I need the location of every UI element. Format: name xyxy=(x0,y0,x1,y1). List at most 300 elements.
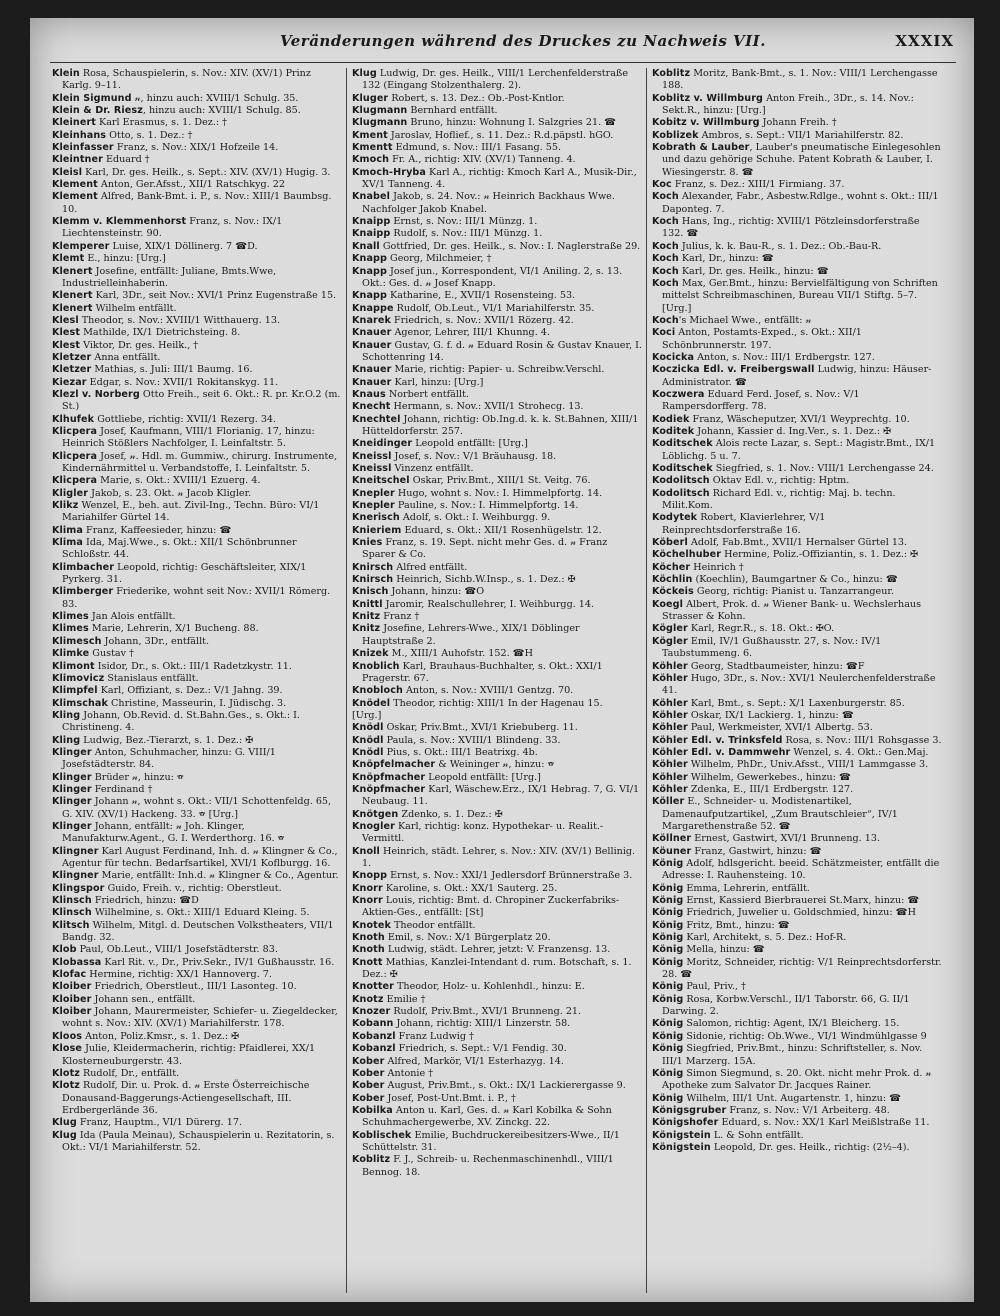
directory-entry xyxy=(352,710,642,722)
directory-entry xyxy=(52,920,342,945)
entry-name: Köckeis xyxy=(652,586,694,598)
directory-entry xyxy=(52,451,342,476)
directory-entry xyxy=(352,130,642,142)
directory-entry xyxy=(352,364,642,376)
entry-text: Wenzel, E., beh. aut. Zivil-Ing., Techn. Büro: VI/1 Mariahilfer Gürtel 14. xyxy=(62,500,320,524)
entry-text: Stanislaus entfällt. xyxy=(104,672,199,684)
entry-name: Köhler xyxy=(652,660,688,672)
entry-name: Klement xyxy=(52,191,98,203)
directory-entry xyxy=(52,784,342,796)
directory-entry xyxy=(652,1130,942,1142)
entry-name: König xyxy=(652,1043,684,1055)
entry-name: Klimschak xyxy=(52,697,108,709)
entry-text: Louis, richtig: Bmt. d. Chropiner Zuckerfabriks-Aktien-Ges., entfällt: [St] xyxy=(362,895,620,919)
directory-entry xyxy=(52,586,342,611)
entry-text: Emil, IV/1 Gußhausstr. 27, s. Nov.: IV/1 Taubstummeng. 6. xyxy=(662,635,882,660)
entry-name: Kloiber xyxy=(52,1006,92,1018)
directory-entry xyxy=(352,327,642,339)
directory-entry xyxy=(352,1093,642,1105)
entry-name: König xyxy=(652,1092,684,1104)
entry-text: Robert, s. 13. Dez.: Ob.-Post-Kntlor. xyxy=(388,92,565,104)
entry-name: Knopp xyxy=(352,870,388,882)
entry-name: Kober xyxy=(352,1080,385,1092)
entry-name: Knapp xyxy=(352,290,387,302)
entry-name: Köhler xyxy=(652,697,688,709)
entry-name: Koc xyxy=(652,179,672,191)
entry-name: Kneissl xyxy=(352,450,392,462)
entry-name: Kobilka xyxy=(352,1104,393,1116)
entry-text: Wilhelm, Gewerkebes., hinzu: ☎ xyxy=(687,771,851,783)
entry-text: Jaroslav, Hoflief., s. 11. Dez.: R.d.päpstl. hGO. xyxy=(387,129,614,141)
entry-name: Klimbacher xyxy=(52,561,115,573)
directory-entry xyxy=(352,821,642,846)
entry-text: Johann, richtig: Ob.Ing.d. k. k. St.Bahnen, XIII/1 Hütteldorferstr. 257. xyxy=(362,413,639,437)
directory-entry xyxy=(652,920,942,932)
entry-text: Georg, Stadtbaumeister, hinzu: ☎F xyxy=(687,660,865,672)
entry-text: Anna entfällt. xyxy=(91,351,161,363)
directory-entry xyxy=(352,1006,642,1018)
entry-text: Theodor entfällt. xyxy=(390,919,476,931)
entry-name: Klug xyxy=(52,1129,77,1141)
directory-entry xyxy=(52,253,342,265)
directory-entry xyxy=(352,698,642,710)
entry-name: Koch xyxy=(652,216,679,228)
directory-entry xyxy=(352,1043,642,1055)
entry-name: Klemperer xyxy=(52,240,110,252)
entry-text: Johann, Maurermeister, Schiefer- u. Ziegeldecker, wohnt s. Nov.: XIV. (XV/1) Mariahilferstr. 178. xyxy=(62,1006,338,1030)
entry-name: Kleinhans xyxy=(52,129,107,141)
entry-name: Klingspor xyxy=(52,882,105,894)
directory-entry xyxy=(652,93,942,118)
entry-text: Franz, Gastwirt, hinzu: ☎ xyxy=(691,845,822,857)
directory-entry xyxy=(652,1117,942,1129)
entry-name: Knott xyxy=(352,956,383,968)
directory-entry xyxy=(52,685,342,697)
entry-text: Luise, XIX/1 Döllinerg. 7 ☎D. xyxy=(109,240,258,252)
entry-text: Norbert entfällt. xyxy=(385,388,469,400)
entry-text: Emilie † xyxy=(383,993,426,1005)
entry-name: Kobitz v. Willmburg xyxy=(652,117,760,129)
directory-entry xyxy=(352,500,642,512)
entry-name: Köcher xyxy=(652,561,691,573)
entry-text: Rosa, Schauspielerin, s. Nov.: XIV. (XV/1) Prinz Karlg. 9–11. xyxy=(62,68,311,92)
entry-text: Anton, s. Nov.: III/1 Erdbergstr. 127. xyxy=(694,351,875,363)
entry-text: Ernest, Gastwirt, XVI/1 Brunneng. 13. xyxy=(691,833,881,845)
entry-name: Köhler xyxy=(652,783,688,795)
directory-entry xyxy=(652,68,942,93)
entry-name: Kment xyxy=(352,129,388,141)
entry-name: Kiezar xyxy=(52,376,87,388)
entry-text: Georg, richtig: Pianist u. Tanzarrangeur. xyxy=(693,586,894,598)
entry-name: König xyxy=(652,956,684,968)
entry-text: Jan Alois entfällt. xyxy=(88,611,176,623)
entry-text: Josef, s. Nov.: V/1 Bräuhausg. 18. xyxy=(391,450,557,462)
directory-entry xyxy=(352,93,642,105)
directory-entry xyxy=(352,611,642,623)
entry-name: Kling xyxy=(52,709,81,721)
entry-name: Koditek xyxy=(652,425,695,437)
entry-text: Brüder 𝓃, hinzu: ☎ xyxy=(91,771,184,783)
directory-entry xyxy=(352,661,642,686)
entry-name: Königsgruber xyxy=(652,1104,727,1116)
entry-text: Wilhelm, III/1 Unt. Augartenstr. 1, hinzu: ☎ xyxy=(683,1092,902,1104)
entry-text: Anton, Poliz.Kmsr., s. 1. Dez.: ✠ xyxy=(82,1030,240,1042)
entry-name: König xyxy=(652,919,684,931)
entry-text: Leopold, richtig: Geschäftsleiter, XIX/1 Pyrkerg. 31. xyxy=(62,561,307,586)
entry-name: Klugmann xyxy=(352,105,408,117)
directory-entry xyxy=(52,488,342,500)
entry-name: König xyxy=(652,932,684,944)
entry-name: Koegl xyxy=(652,598,684,610)
directory-entry xyxy=(52,870,342,882)
entry-text: Emil, s. Nov.: X/1 Bürgerplatz 20. xyxy=(384,932,551,944)
entry-name: König xyxy=(652,1018,684,1030)
entry-text: Rudolf, Dir. u. Prok. d. 𝓃 Erste Österreichische Donausand-Baggerungs-Actiengesellschaft, III. Erdbergerlände 36. xyxy=(62,1080,310,1116)
entry-name: Koblitz xyxy=(352,1154,391,1166)
directory-entry xyxy=(352,809,642,821)
entry-name: Knöpfmacher xyxy=(352,783,426,795)
directory-entry xyxy=(52,648,342,660)
directory-entry xyxy=(652,438,942,463)
entry-text: Anton, s. Nov.: XVIII/1 Gentzg. 70. xyxy=(402,685,574,697)
entry-name: Köchlin xyxy=(652,574,693,586)
entry-text: Jakob, s. 23. Okt. 𝓃 Jacob Kligler. xyxy=(88,487,252,499)
directory-entry xyxy=(652,549,942,561)
entry-name: Knapp xyxy=(352,253,387,265)
entry-name: Knöpfmacher xyxy=(352,771,426,783)
entry-name: Klinger xyxy=(52,771,92,783)
entry-text: Theodor, s. Nov.: XVIII/1 Witthauerg. 13. xyxy=(78,314,280,326)
entry-name: Köhler xyxy=(652,672,688,684)
entry-text: Franz Ludwig † xyxy=(395,1030,474,1042)
directory-entry xyxy=(352,537,642,562)
entry-text: Fritz, Bmt., hinzu: ☎ xyxy=(683,919,790,931)
entry-text: Johann sen., entfällt. xyxy=(91,993,196,1005)
directory-entry xyxy=(652,932,942,944)
entry-text: , hinzu auch: XVIII/1 Schulg. 85. xyxy=(142,105,301,117)
directory-entry xyxy=(352,303,642,315)
directory-entry xyxy=(652,574,942,586)
directory-entry xyxy=(652,846,942,858)
entry-text: Fr. A., richtig: XIV. (XV/1) Tanneng. 4. xyxy=(389,154,576,166)
entry-name: Knarek xyxy=(352,314,391,326)
entry-name: Knozer xyxy=(352,1006,391,1018)
entry-text: Ernst, s. Nov.: XXI/1 Jedlersdorf Brünnerstraße 3. xyxy=(387,870,633,882)
entry-text: Isidor, Dr., s. Okt.: III/1 Radetzkystr. 11. xyxy=(94,660,292,672)
directory-entry xyxy=(652,883,942,895)
directory-entry xyxy=(352,944,642,956)
entry-text: Marie, s. Okt.: XVIII/1 Ezuerg. 4. xyxy=(97,475,261,487)
directory-entry xyxy=(352,315,642,327)
directory-entry xyxy=(652,364,942,389)
entry-name: Knechtel xyxy=(352,413,401,425)
entry-name: Kleinert xyxy=(52,117,96,129)
directory-entry xyxy=(52,796,342,821)
directory-entry xyxy=(52,623,342,635)
directory-entry xyxy=(52,303,342,315)
entry-name: Knaipp xyxy=(352,228,391,240)
entry-text: F. J., Schreib- u. Rechenmaschinenhdl., VIII/1 Bennog. 18. xyxy=(362,1154,614,1178)
page-title: Veränderungen während des Druckes zu Nachweis VII. xyxy=(280,32,766,50)
directory-entry xyxy=(52,821,342,846)
entry-text: Theodor, Holz- u. Kohlenhdl., hinzu: E. xyxy=(393,981,585,993)
entry-text: Moritz, Bank-Bmt., s. 1. Nov.: VIII/1 Lerchengasse 188. xyxy=(662,68,938,92)
directory-entry xyxy=(352,512,642,524)
entry-text: Simon Siegmund, s. 20. Okt. nicht mehr Prok. d. 𝓃 Apotheke zum Salvator Dr. Jacques Rainer. xyxy=(662,1067,932,1092)
directory-entry xyxy=(652,414,942,426)
entry-text: Ernst, s. Nov.: III/1 Münzg. 1. xyxy=(390,216,538,228)
entry-name: König xyxy=(652,981,684,993)
entry-text: Friedrich, s. Nov.: XVII/1 Rözerg. 42. xyxy=(390,314,574,326)
directory-entry xyxy=(652,266,942,278)
entry-name: Klima xyxy=(52,524,83,536)
entry-text: Julius, k. k. Bau-R., s. 1. Dez.: Ob.-Bau-R. xyxy=(678,240,882,252)
entry-name: König xyxy=(652,895,684,907)
entry-text: Otto Freih., seit 6. Okt.: R. pr. Kr.O.2 (m. St.) xyxy=(62,388,341,413)
directory-entry xyxy=(352,981,642,993)
entry-text: Marie, richtig: Papier- u. Schreibw.Verschl. xyxy=(391,364,605,376)
directory-entry xyxy=(652,278,942,315)
entry-name: Klicpera xyxy=(52,425,98,437)
entry-name: König xyxy=(652,944,684,956)
directory-entry xyxy=(352,389,642,401)
directory-entry xyxy=(52,105,342,117)
entry-text: Max, Ger.Bmt., hinzu: Bervielfältigung von Schriften mittelst Schreibmaschinen, Bureau VII/1 Stiftg. 5–7. [Urg.] xyxy=(662,277,938,314)
directory-entry xyxy=(652,475,942,487)
entry-text: Ida (Paula Meinau), Schauspielerin u. Rezitatorin, s. Okt.: VI/1 Mariahilferstr. 52. xyxy=(62,1129,335,1153)
directory-entry xyxy=(652,698,942,710)
entry-name: Königstein xyxy=(652,1141,711,1153)
entry-name: Klitsch xyxy=(52,919,90,931)
entry-text: Leopold entfällt: [Urg.] xyxy=(412,438,528,450)
entry-text: Siegfried, Priv.Bmt., hinzu: Schriftsteller, s. Nov. III/1 Marzerg. 15A. xyxy=(662,1043,923,1067)
directory-entry xyxy=(52,327,342,339)
entry-name: Kleisl xyxy=(52,166,83,178)
directory-entry xyxy=(352,846,642,871)
entry-name: Klotz xyxy=(52,1080,80,1092)
entry-name: Knitz xyxy=(352,623,381,635)
entry-name: Knapp xyxy=(352,265,387,277)
entry-name: Klesl xyxy=(52,314,79,326)
column-divider xyxy=(346,68,347,1293)
directory-entry xyxy=(52,944,342,956)
entry-text: Ludwig, Bez.-Tierarzt, s. 1. Dez.: ✠ xyxy=(80,734,254,746)
entry-text: Franz, Wäscheputzer, XVI/1 Weyprechtg. 10. xyxy=(689,413,910,425)
entry-name: Knerisch xyxy=(352,512,400,524)
entry-text: Antonie † xyxy=(384,1067,434,1079)
entry-text: Rudolf, Priv.Bmt., XVI/1 Brunneng. 21. xyxy=(390,1006,582,1018)
entry-name: Köhler xyxy=(652,771,688,783)
entry-text: Ernst, Kassierd Bierbrauerei St.Marx, hinzu: ☎ xyxy=(683,895,920,907)
entry-text: Ludwig, Dr. ges. Heilk., VIII/1 Lerchenfelderstraße 132 (Eingang Stolzenthalerg. 2). xyxy=(362,68,628,92)
entry-text: Karl August Ferdinand, Inh. d. 𝓃 Klingner & Co., Agentur für techn. Bedarfsartikel, XVI/1 Koflburgg. 16. xyxy=(62,845,338,869)
directory-entry xyxy=(652,352,942,364)
entry-text: Vinzenz entfällt. xyxy=(391,463,474,474)
directory-entry xyxy=(52,167,342,179)
entry-name: Köchelhuber xyxy=(652,549,722,561)
directory-entry xyxy=(52,969,342,981)
entry-name: Klobassa xyxy=(52,956,102,968)
directory-entry xyxy=(52,611,342,623)
entry-name: Knizek xyxy=(352,648,389,660)
directory-entry xyxy=(352,154,642,166)
directory-entry xyxy=(352,105,642,117)
entry-name: Köllner xyxy=(652,833,692,845)
directory-entry xyxy=(352,525,642,537)
entry-name: Klinger xyxy=(52,820,92,832)
directory-entry xyxy=(352,747,642,759)
directory-entry xyxy=(652,130,942,142)
directory-entry xyxy=(352,932,642,944)
entry-text: Heinrich, städt. Lehrer, s. Nov.: XIV. (XV/1) Bellinig. 1. xyxy=(362,845,636,869)
directory-entry xyxy=(652,858,942,883)
directory-entry xyxy=(352,191,642,216)
directory-entry xyxy=(52,537,342,562)
entry-name: Kögler xyxy=(652,635,688,647)
directory-entry xyxy=(52,661,342,673)
entry-text: Josef, 𝓃. Hdl. m. Gummiw., chirurg. Instrumente, Kindernährmittel u. Verbandstoffe, I. Leinfaltstr. 5. xyxy=(62,450,338,474)
entry-text: Otto, s. 1. Dez.: † xyxy=(106,129,193,141)
directory-entry xyxy=(652,179,942,191)
directory-entry xyxy=(352,1154,642,1179)
entry-text: Guido, Freih. v., richtig: Oberstleut. xyxy=(104,882,282,894)
page-header xyxy=(30,32,974,62)
directory-entry xyxy=(652,957,942,982)
entry-name: Kmentt xyxy=(352,142,393,154)
entry-text: Karl, hinzu: [Urg.] xyxy=(391,376,484,388)
directory-entry xyxy=(652,488,942,513)
entry-text: Ludwig, städt. Lehrer, jetzt: V. Franzensg. 13. xyxy=(384,944,611,956)
entry-text: Franz, Hauptm., VI/1 Dürerg. 17. xyxy=(76,1117,243,1129)
entry-text: Julie, Kleidermacherin, richtig: Pfaidlerei, XX/1 Klosterneuburgerstr. 43. xyxy=(62,1043,316,1067)
entry-name: Koblischek xyxy=(352,1129,412,1141)
directory-entry xyxy=(52,772,342,784)
entry-name: Köhler Edl. v. Dammwehr xyxy=(652,746,791,758)
directory-entry xyxy=(352,142,642,154)
entry-text: , Lauber's pneumatische Einlegesohlen und dazu gehörige Schuhe. Patent Kobrath & Lauber, I. Wiesingerstr. 8. ☎ xyxy=(662,142,941,178)
entry-text: Karl Erasmus, s. 1. Dez.: † xyxy=(95,117,227,129)
directory-entry xyxy=(52,846,342,871)
entry-name: Koditschek xyxy=(652,463,713,474)
entry-text: Leopold, Dr. ges. Heilk., richtig: (2½–4). xyxy=(710,1141,910,1153)
entry-name: Knödl xyxy=(352,746,384,758)
entry-name: Klinsch xyxy=(52,907,92,919)
directory-entry xyxy=(352,1056,642,1068)
directory-entry xyxy=(52,377,342,389)
entry-text: Johann, 3Dr., entfällt. xyxy=(101,635,210,647)
entry-name: Koch xyxy=(652,314,679,326)
entry-name: Koditschek xyxy=(652,438,713,450)
entry-text: Johann, richtig: XIII/1 Linzerstr. 58. xyxy=(393,1018,571,1030)
entry-text: Eduard Ferd. Josef, s. Nov.: V/1 Rampersdorfferg. 78. xyxy=(662,388,860,413)
entry-text: Siegfried, s. 1. Nov.: VIII/1 Lerchengasse 24. xyxy=(712,463,934,474)
directory-entry xyxy=(652,1142,942,1154)
entry-text: Hermann, s. Nov.: XVII/1 Strohecg. 13. xyxy=(390,401,584,413)
entry-text: & Weininger 𝓃, hinzu: ☎ xyxy=(435,759,555,771)
entry-text: Emma, Lehrerin, entfällt. xyxy=(683,882,810,894)
directory-entry xyxy=(52,130,342,142)
entry-text: Friedrich, Juwelier u. Goldschmied, hinzu: ☎H xyxy=(683,907,916,919)
entry-name: Kodytek xyxy=(652,512,698,524)
entry-name: Klimke xyxy=(52,648,90,660)
entry-name: Kobann xyxy=(352,1018,394,1030)
entry-name: Kloos xyxy=(52,1030,83,1042)
entry-name: Klinsch xyxy=(52,895,92,907)
entry-text: Eduard, s. Nov.: XX/1 Karl Meißlstraße 11. xyxy=(718,1117,930,1129)
directory-entry xyxy=(352,475,642,487)
entry-text: Alfred entfällt. xyxy=(393,561,468,573)
entry-text: Karl, Offiziant, s. Dez.: V/1 Jahng. 39. xyxy=(97,685,283,697)
entry-name: Knappe xyxy=(352,302,394,314)
entry-text: Bernhard entfällt. xyxy=(407,105,498,117)
entry-text: Jaromir, Realschullehrer, I. Weihburgg. 14. xyxy=(382,598,595,610)
entry-text: August, Priv.Bmt., s. Okt.: IX/1 Lackierergasse 9. xyxy=(384,1080,626,1092)
directory-entry xyxy=(352,1130,642,1155)
entry-text: Franz, Kaffeesieder, hinzu: ☎ xyxy=(82,524,232,536)
entry-text: Moritz, Schneider, richtig: V/1 Reinprechtsdorferstr. 28. ☎ xyxy=(662,956,942,981)
entry-text: Georg, Milchmeier, † xyxy=(386,253,492,265)
header-rule xyxy=(50,62,956,63)
entry-text: Rudolf, Dr., entfällt. xyxy=(79,1067,180,1079)
column-right xyxy=(652,68,942,1288)
entry-text: Pius, s. Okt.: III/1 Beatrixg. 4b. xyxy=(383,746,538,758)
directory-entry xyxy=(652,463,942,475)
entry-name: Knauer xyxy=(352,364,392,376)
entry-name: Klenert xyxy=(52,290,93,302)
entry-name: Klugmann xyxy=(352,117,408,129)
entry-name: Koczicka Edl. v. Freibergswall xyxy=(652,364,815,376)
directory-entry xyxy=(352,216,642,228)
entry-name: Kober xyxy=(352,1092,385,1104)
entry-name: Knogler xyxy=(352,820,395,832)
directory-entry xyxy=(52,1130,342,1155)
entry-name: Klein xyxy=(52,68,80,79)
entry-name: König xyxy=(652,1030,684,1042)
entry-name: Kmoch-Hryba xyxy=(352,166,426,178)
entry-text: [Urg.] xyxy=(352,709,382,721)
directory-entry xyxy=(352,957,642,982)
directory-entry xyxy=(352,735,642,747)
entry-name: Kletzer xyxy=(52,351,92,363)
directory-entry xyxy=(52,142,342,154)
entry-text: Franz, s. Nov.: XIX/1 Hofzeile 14. xyxy=(113,142,279,154)
entry-name: Knotz xyxy=(352,993,384,1005)
directory-entry xyxy=(52,525,342,537)
entry-name: Knittl xyxy=(352,598,383,610)
entry-text: Edmund, s. Nov.: III/1 Fasang. 55. xyxy=(392,142,562,154)
entry-text: Karoline, s. Okt.: XX/1 Sauterg. 25. xyxy=(382,882,558,894)
entry-name: König xyxy=(652,858,684,869)
entry-name: Knödel xyxy=(352,697,391,709)
directory-entry xyxy=(52,698,342,710)
entry-text: E., Schneider- u. Modistenartikel, Damenaufputzartikel, „Zum Brautschleier“, IV/1 Margarethenstraße 52. ☎ xyxy=(662,796,898,832)
entry-name: Köhler xyxy=(652,759,688,771)
directory-entry xyxy=(652,537,942,549)
entry-text: Albert, Prok. d. 𝓃 Wiener Bank- u. Wechslerhaus Strasser & Kohn. xyxy=(662,598,922,623)
directory-entry xyxy=(652,586,942,598)
directory-entry xyxy=(352,167,642,192)
entry-text: Ambros, s. Sept.: VII/1 Mariahilferstr. 82. xyxy=(698,129,904,141)
entry-name: Kneissl xyxy=(352,463,392,474)
entry-name: Köhler xyxy=(652,709,688,721)
directory-entry xyxy=(352,438,642,450)
entry-text: Heinrich † xyxy=(690,561,744,573)
entry-name: Knisch xyxy=(352,586,389,598)
column-divider xyxy=(646,68,647,1293)
entry-name: Koblitz xyxy=(652,68,691,79)
entry-name: Knorr xyxy=(352,895,383,907)
entry-name: Knauer xyxy=(352,376,392,388)
